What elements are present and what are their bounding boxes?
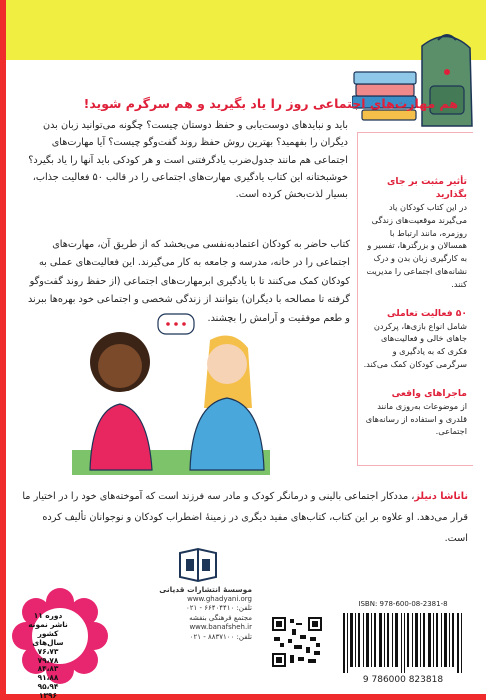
feature-text-1: در این کتاب کودکان یاد می‌گیرند موقعیت‌های زندگی روزمره، مانند ارتباط با همسالان و بزرگترها، تفسیر و به کارگیری زبان بدن و درک نشانه‌های اجتماعی را مدیریت کنند.	[366, 202, 467, 289]
store-name: مجتمع فرهنگی بنفشه	[189, 613, 252, 622]
girl-right-icon	[190, 336, 264, 471]
award-badge-text: ۱۱ دوره ناشر نمونه کشور سال‌های ۷۶،۷۳ ۷۹،۷۸ ۸۴،۸۳ ۹۱،۸۸ ۹۵،۹۴ ۱۳۹۶	[28, 611, 68, 700]
children-talking-illustration	[72, 300, 270, 475]
publisher-web: www.ghadyani.org	[187, 594, 252, 603]
feature-text-2: شامل انواع بازی‌ها، پرکردن جاهای خالی و فعالیت‌های فکری که به یادگیری و سرگرمی کودکان کمک می‌کند.	[363, 320, 467, 369]
features-sidebar	[357, 132, 473, 466]
cover-tagline: هم مهارت‌های اجتماعی روز را یاد بگیرید و هم سرگرم شوید!	[83, 96, 458, 111]
publisher-logo-icon	[176, 547, 220, 583]
author-bio	[18, 486, 468, 549]
ean-number: 9 786000 823818	[362, 675, 444, 685]
feature-heading-2: ۵۰ فعالیت تعاملی	[386, 307, 467, 319]
store-phone: تلفن: ۸۸۳۷۱۰۰ - ۰۲۱	[189, 632, 252, 641]
publisher-name: موسسهٔ انتشارات قدیانی	[159, 585, 252, 594]
feature-text-3: از موضوعات به‌روزی مانند قلدری و استفاده از رسانه‌های اجتماعی.	[365, 400, 467, 437]
isbn-label: ISBN: 978-600-08-2381-8	[358, 600, 448, 608]
intro-paragraph: باید و نبایدهای دوست‌یابی و حفظ دوستان چیست؟ چگونه می‌توانید زبان بدن دیگران را بفهمید؟ بهترین روش حفظ روند گفت‌وگو چیست؟ آیا مهارت‌های اجتماعی هم مانند جدول‌ضرب یادگرفتنی است و هر کودکی باید آنها را یاد بگیرد؟ خوشبختانه این کتاب یادگیری مهارت‌های اجتماعی را در قالب ۵۰ فعالیت جذاب، بسیار لذت‌بخش کرده است.	[28, 120, 348, 201]
books-and-backpack-illustration	[352, 26, 476, 130]
publisher-info	[150, 585, 252, 643]
qr-code	[270, 615, 324, 669]
main-paragraph: کتاب حاضر به کودکان اعتمادبه‌نفسی می‌بخشد که از طریق آن، مهارت‌های اجتماعی را در خانه، مدرسه و جامعه به کار می‌گیرند. این فعالیت‌های عملی به کودکان کمک می‌کنند تا با یادگیری ابرمهارت‌های اجتماعی (از حفظ روند گفت‌وگو گرفته تا مصالحه با دیگران) بتوانند از زندگی شخصی و اجتماعی خود بهره‌ها ببرند و طعم موفقیت و آرامش را بچشند.	[27, 239, 350, 324]
feature-heading-1: تأثیر مثبت بر جای بگذارید	[387, 176, 467, 200]
speech-bubble-icon	[158, 314, 194, 334]
store-web: www.banafsheh.ir	[189, 623, 252, 632]
author-text: ، مددکار اجتماعی بالینی و درمانگر کودک و مادر سه فرزند است که آموخته‌های خود را در اختیار ما قرار می‌دهد. او علاوه بر این کتاب، کتاب‌های مفید دیگری در زمینهٔ اضطراب کودکان و نوجوانان تألیف کرده است.	[22, 491, 468, 544]
feature-heading-3: ماجراهای واقعی	[391, 387, 467, 399]
author-name: ناتاشا دنیلز	[414, 491, 468, 502]
girl-left-icon	[90, 332, 152, 470]
publisher-phone: تلفن: ۶۶۴۰۴۴۱۰ - ۰۲۱	[185, 604, 252, 613]
backpack-icon	[422, 35, 472, 126]
isbn-barcode	[337, 613, 469, 673]
